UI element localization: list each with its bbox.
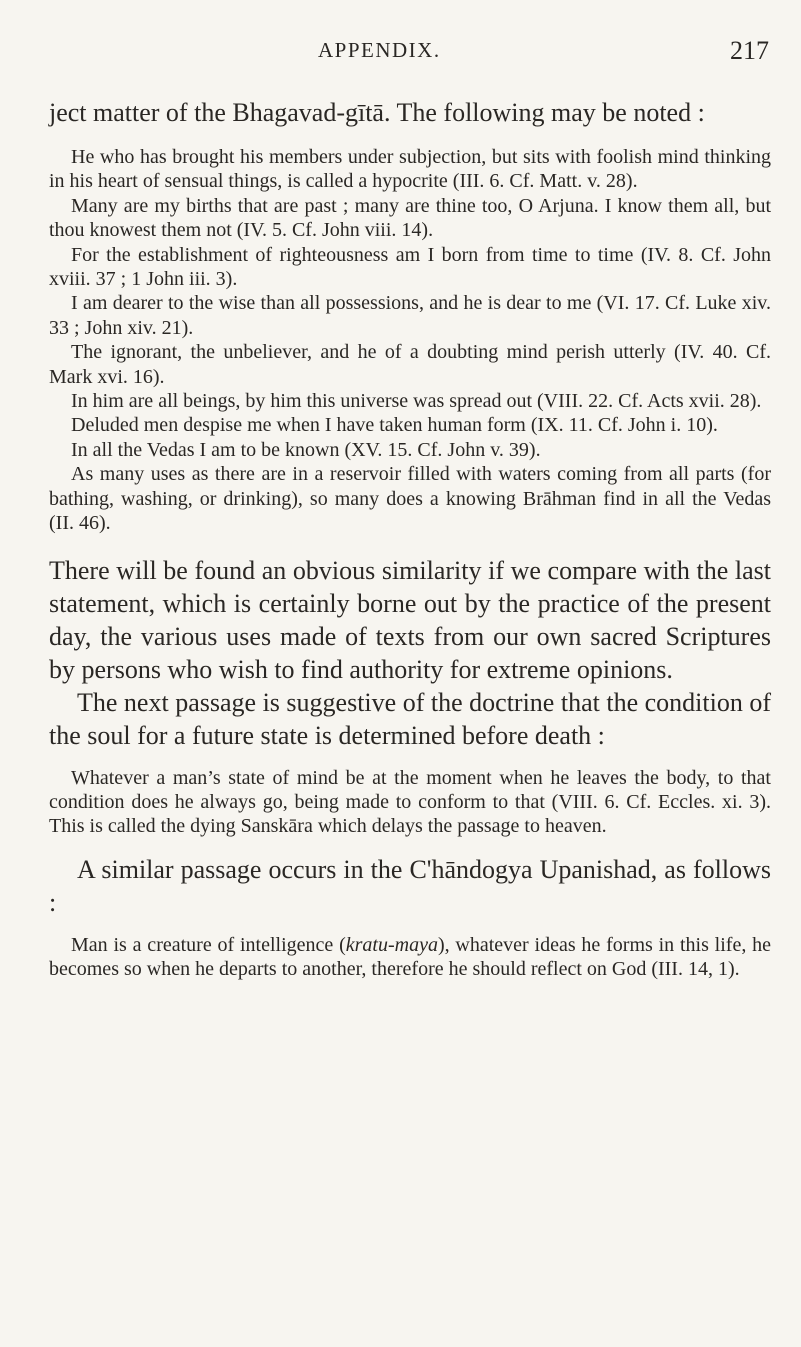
page-body <box>49 96 771 982</box>
quote-item: He who has brought his members under subjection, but sits with foolish mind thinking in his heart of sensual things, is called a hypocrite (III. 6. Cf. Matt. v. 28). <box>49 146 771 193</box>
quote-text-after: ), whatever ideas he forms in this life, he becomes so when he departs to another, therefore he should reflect on God (III. 14, 1). <box>49 933 772 981</box>
doctrine-paragraph: The next passage is suggestive of the doctrine that the condition of the soul for a future state is determined before death : <box>49 687 771 750</box>
quote-item: In him are all beings, by him this universe was spread out (VIII. 22. Cf. Acts xvii. 28). <box>71 390 762 413</box>
gita-quotations <box>49 145 771 536</box>
quote-text-before: Man is a creature of intelligence ( <box>71 933 346 956</box>
similarity-paragraph: There will be found an obvious similarity if we compare with the last statement, which is certainly borne out by the practice of the present day, the various uses made of texts from our own sacred Scriptures by persons who wish to find authority for extreme opinions. <box>49 555 771 684</box>
sanskrit-term: kratu-maya <box>345 933 438 956</box>
running-head: APPENDIX. <box>318 38 441 62</box>
quote-item: Deluded men despise me when I have taken human form (IX. 11. Cf. John i. 10). <box>71 414 718 437</box>
quote-item: In all the Vedas I am to be known (XV. 15. Cf. John v. 39). <box>71 438 541 461</box>
page-number: 217 <box>730 36 769 65</box>
quote-item: Many are my births that are past ; many are thine too, O Arjuna. I know them all, but thou knowest them not (IV. 5. Cf. John viii. 14). <box>49 194 771 242</box>
intro-paragraph: ject matter of the Bhagavad-gītā. The following may be noted : <box>49 98 705 127</box>
quote-item: For the establishment of righteousness am I born from time to time (IV. 8. Cf. John xviii. 37 ; 1 John iii. 3). <box>49 243 771 291</box>
upanishad-quotation-block <box>49 933 771 982</box>
page-header <box>0 36 801 76</box>
death-quotation-block <box>49 766 771 839</box>
quote-item: As many uses as there are in a reservoir filled with waters coming from all parts (for bathing, washing, or drinking), so many does a knowing Brāhman find in all the Vedas (II. 46). <box>49 463 771 535</box>
death-quotation: Whatever a man’s state of mind be at the moment when he leaves the body, to that condition does he always go, being made to conform to that (VIII. 6. Cf. Eccles. xi. 3). This is called the dying Sanskāra which delays the passage to heaven. <box>49 766 771 838</box>
quote-item: The ignorant, the unbeliever, and he of a doubting mind perish utterly (IV. 40. Cf. Mark xvi. 16). <box>49 341 771 388</box>
quote-item: I am dearer to the wise than all possessions, and he is dear to me (VI. 17. Cf. Luke xiv. 33 ; John xiv. 21). <box>49 292 771 339</box>
upanishad-paragraph: A similar passage occurs in the C'hāndogya Upanishad, as follows : <box>49 854 771 917</box>
upanishad-quotation <box>49 933 771 982</box>
